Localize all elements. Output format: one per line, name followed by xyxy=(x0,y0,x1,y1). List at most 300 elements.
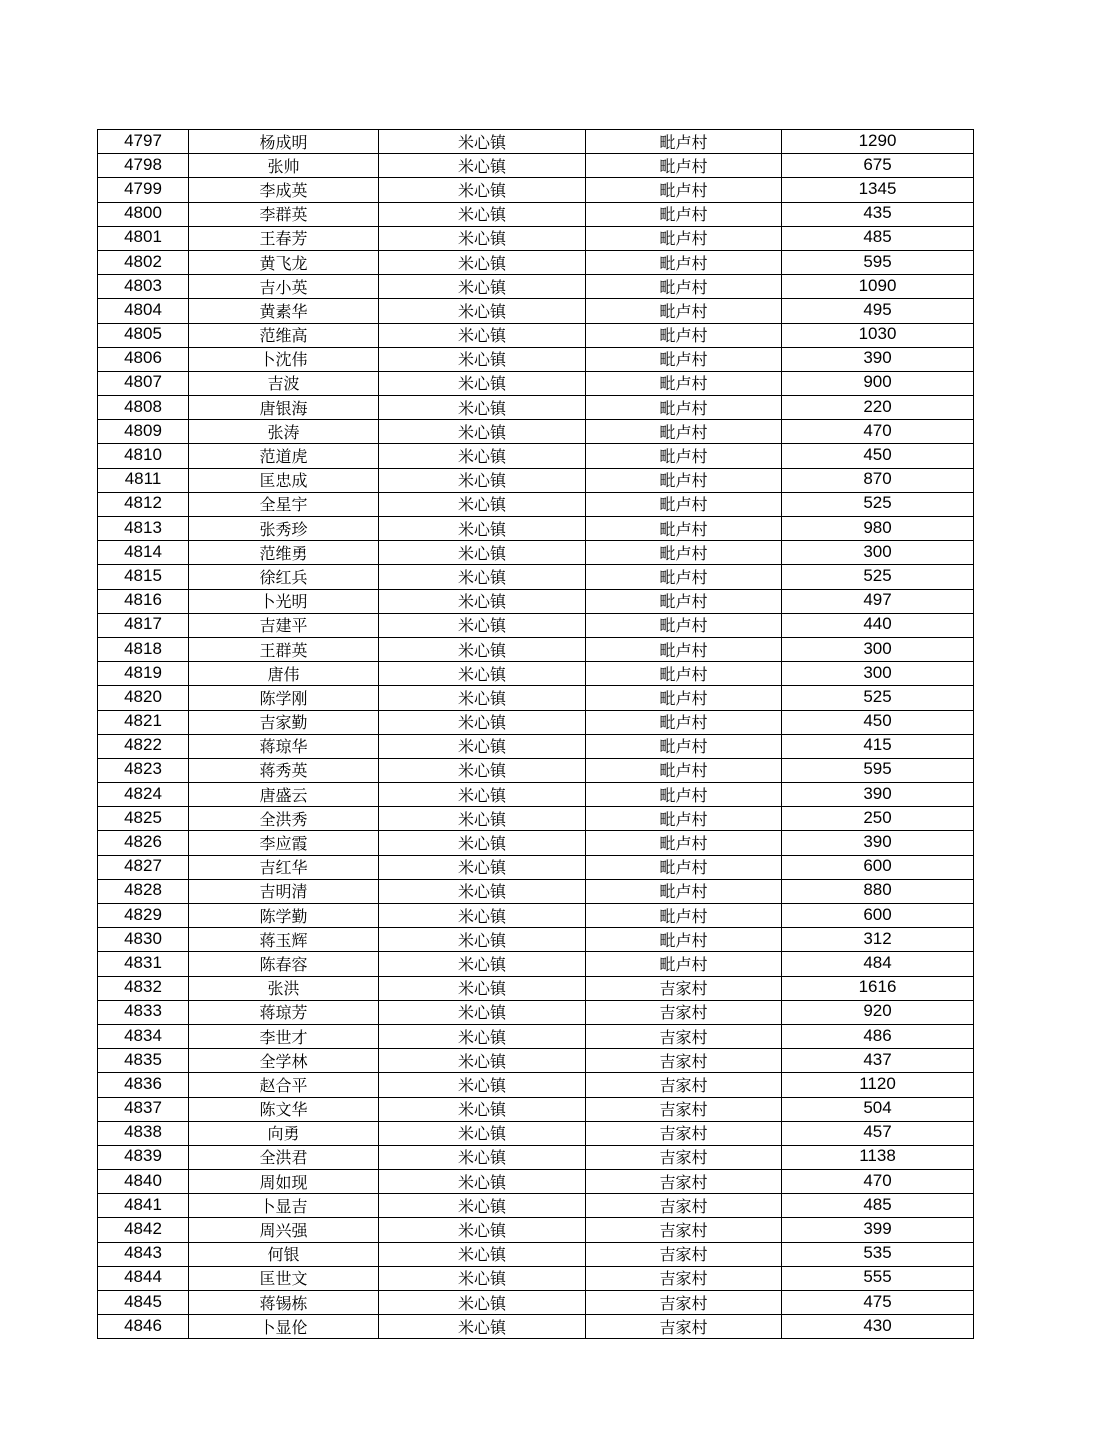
village-cell: 毗卢村 xyxy=(586,178,782,202)
row-number-cell: 4842 xyxy=(98,1218,189,1242)
town-cell: 米心镇 xyxy=(379,879,586,903)
name-cell: 全洪君 xyxy=(189,1145,379,1169)
row-number-cell: 4829 xyxy=(98,904,189,928)
table-row xyxy=(98,734,974,758)
town-cell: 米心镇 xyxy=(379,1024,586,1048)
row-number-cell: 4834 xyxy=(98,1024,189,1048)
town-cell: 米心镇 xyxy=(379,831,586,855)
village-cell: 毗卢村 xyxy=(586,420,782,444)
table-body xyxy=(98,130,974,1339)
town-cell: 米心镇 xyxy=(379,1266,586,1290)
table-row xyxy=(98,396,974,420)
row-number-cell: 4838 xyxy=(98,1121,189,1145)
amount-cell: 555 xyxy=(782,1266,974,1290)
village-cell: 吉家村 xyxy=(586,1145,782,1169)
name-cell: 陈文华 xyxy=(189,1097,379,1121)
name-cell: 张洪 xyxy=(189,976,379,1000)
village-cell: 毗卢村 xyxy=(586,468,782,492)
town-cell: 米心镇 xyxy=(379,1218,586,1242)
row-number-cell: 4820 xyxy=(98,686,189,710)
village-cell: 吉家村 xyxy=(586,1266,782,1290)
row-number-cell: 4827 xyxy=(98,855,189,879)
table-row xyxy=(98,831,974,855)
amount-cell: 250 xyxy=(782,807,974,831)
amount-cell: 595 xyxy=(782,758,974,782)
town-cell: 米心镇 xyxy=(379,686,586,710)
name-cell: 范道虎 xyxy=(189,444,379,468)
row-number-cell: 4801 xyxy=(98,226,189,250)
amount-cell: 980 xyxy=(782,517,974,541)
table-row xyxy=(98,1000,974,1024)
name-cell: 匡世文 xyxy=(189,1266,379,1290)
village-cell: 毗卢村 xyxy=(586,928,782,952)
row-number-cell: 4840 xyxy=(98,1170,189,1194)
town-cell: 米心镇 xyxy=(379,371,586,395)
row-number-cell: 4811 xyxy=(98,468,189,492)
row-number-cell: 4819 xyxy=(98,662,189,686)
table-row xyxy=(98,541,974,565)
amount-cell: 484 xyxy=(782,952,974,976)
amount-cell: 312 xyxy=(782,928,974,952)
row-number-cell: 4798 xyxy=(98,154,189,178)
town-cell: 米心镇 xyxy=(379,976,586,1000)
village-cell: 毗卢村 xyxy=(586,783,782,807)
name-cell: 唐伟 xyxy=(189,662,379,686)
row-number-cell: 4810 xyxy=(98,444,189,468)
town-cell: 米心镇 xyxy=(379,444,586,468)
village-cell: 毗卢村 xyxy=(586,130,782,154)
village-cell: 毗卢村 xyxy=(586,275,782,299)
town-cell: 米心镇 xyxy=(379,323,586,347)
name-cell: 唐银海 xyxy=(189,396,379,420)
village-cell: 毗卢村 xyxy=(586,662,782,686)
table-row xyxy=(98,710,974,734)
table-row xyxy=(98,1194,974,1218)
village-cell: 毗卢村 xyxy=(586,710,782,734)
table-row xyxy=(98,855,974,879)
amount-cell: 435 xyxy=(782,202,974,226)
village-cell: 毗卢村 xyxy=(586,734,782,758)
table-row xyxy=(98,275,974,299)
row-number-cell: 4821 xyxy=(98,710,189,734)
amount-cell: 1345 xyxy=(782,178,974,202)
amount-cell: 450 xyxy=(782,444,974,468)
amount-cell: 430 xyxy=(782,1315,974,1339)
table-row xyxy=(98,1266,974,1290)
town-cell: 米心镇 xyxy=(379,347,586,371)
row-number-cell: 4828 xyxy=(98,879,189,903)
table-row xyxy=(98,1097,974,1121)
amount-cell: 470 xyxy=(782,1170,974,1194)
table-row xyxy=(98,444,974,468)
amount-cell: 475 xyxy=(782,1291,974,1315)
town-cell: 米心镇 xyxy=(379,1145,586,1169)
village-cell: 吉家村 xyxy=(586,1073,782,1097)
table-row xyxy=(98,662,974,686)
town-cell: 米心镇 xyxy=(379,130,586,154)
amount-cell: 300 xyxy=(782,637,974,661)
village-cell: 吉家村 xyxy=(586,1170,782,1194)
row-number-cell: 4805 xyxy=(98,323,189,347)
name-cell: 李世才 xyxy=(189,1024,379,1048)
table-row xyxy=(98,928,974,952)
name-cell: 吉波 xyxy=(189,371,379,395)
town-cell: 米心镇 xyxy=(379,1049,586,1073)
village-cell: 毗卢村 xyxy=(586,637,782,661)
village-cell: 毗卢村 xyxy=(586,250,782,274)
name-cell: 张秀珍 xyxy=(189,517,379,541)
town-cell: 米心镇 xyxy=(379,1097,586,1121)
table-row xyxy=(98,879,974,903)
town-cell: 米心镇 xyxy=(379,1121,586,1145)
name-cell: 向勇 xyxy=(189,1121,379,1145)
amount-cell: 880 xyxy=(782,879,974,903)
town-cell: 米心镇 xyxy=(379,710,586,734)
town-cell: 米心镇 xyxy=(379,1291,586,1315)
name-cell: 吉小英 xyxy=(189,275,379,299)
name-cell: 吉红华 xyxy=(189,855,379,879)
name-cell: 陈学勤 xyxy=(189,904,379,928)
amount-cell: 390 xyxy=(782,783,974,807)
town-cell: 米心镇 xyxy=(379,226,586,250)
table-row xyxy=(98,371,974,395)
name-cell: 全学林 xyxy=(189,1049,379,1073)
name-cell: 李群英 xyxy=(189,202,379,226)
name-cell: 卜显伦 xyxy=(189,1315,379,1339)
town-cell: 米心镇 xyxy=(379,807,586,831)
amount-cell: 390 xyxy=(782,831,974,855)
table-row xyxy=(98,1170,974,1194)
village-cell: 毗卢村 xyxy=(586,517,782,541)
town-cell: 米心镇 xyxy=(379,178,586,202)
amount-cell: 485 xyxy=(782,1194,974,1218)
row-number-cell: 4823 xyxy=(98,758,189,782)
amount-cell: 415 xyxy=(782,734,974,758)
name-cell: 黄飞龙 xyxy=(189,250,379,274)
row-number-cell: 4837 xyxy=(98,1097,189,1121)
amount-cell: 497 xyxy=(782,589,974,613)
name-cell: 范维勇 xyxy=(189,541,379,565)
town-cell: 米心镇 xyxy=(379,1170,586,1194)
village-cell: 毗卢村 xyxy=(586,952,782,976)
town-cell: 米心镇 xyxy=(379,734,586,758)
row-number-cell: 4807 xyxy=(98,371,189,395)
village-cell: 毗卢村 xyxy=(586,444,782,468)
name-cell: 张帅 xyxy=(189,154,379,178)
village-cell: 毗卢村 xyxy=(586,565,782,589)
village-cell: 毗卢村 xyxy=(586,879,782,903)
name-cell: 李成英 xyxy=(189,178,379,202)
village-cell: 毗卢村 xyxy=(586,396,782,420)
row-number-cell: 4806 xyxy=(98,347,189,371)
amount-cell: 870 xyxy=(782,468,974,492)
amount-cell: 920 xyxy=(782,1000,974,1024)
table-row xyxy=(98,250,974,274)
table-row xyxy=(98,468,974,492)
amount-cell: 440 xyxy=(782,613,974,637)
amount-cell: 495 xyxy=(782,299,974,323)
village-cell: 吉家村 xyxy=(586,1049,782,1073)
name-cell: 李应霞 xyxy=(189,831,379,855)
table-row xyxy=(98,758,974,782)
table-row xyxy=(98,613,974,637)
amount-cell: 220 xyxy=(782,396,974,420)
name-cell: 吉家勤 xyxy=(189,710,379,734)
table-row xyxy=(98,1218,974,1242)
name-cell: 杨成明 xyxy=(189,130,379,154)
table-row xyxy=(98,952,974,976)
name-cell: 蒋锡栋 xyxy=(189,1291,379,1315)
town-cell: 米心镇 xyxy=(379,613,586,637)
row-number-cell: 4839 xyxy=(98,1145,189,1169)
row-number-cell: 4802 xyxy=(98,250,189,274)
village-cell: 吉家村 xyxy=(586,1315,782,1339)
data-table xyxy=(97,129,974,1339)
town-cell: 米心镇 xyxy=(379,662,586,686)
village-cell: 毗卢村 xyxy=(586,371,782,395)
table-row xyxy=(98,347,974,371)
name-cell: 王群英 xyxy=(189,637,379,661)
town-cell: 米心镇 xyxy=(379,275,586,299)
town-cell: 米心镇 xyxy=(379,202,586,226)
town-cell: 米心镇 xyxy=(379,154,586,178)
name-cell: 徐红兵 xyxy=(189,565,379,589)
amount-cell: 600 xyxy=(782,904,974,928)
row-number-cell: 4799 xyxy=(98,178,189,202)
row-number-cell: 4824 xyxy=(98,783,189,807)
row-number-cell: 4845 xyxy=(98,1291,189,1315)
village-cell: 吉家村 xyxy=(586,1194,782,1218)
table-row xyxy=(98,299,974,323)
row-number-cell: 4818 xyxy=(98,637,189,661)
amount-cell: 595 xyxy=(782,250,974,274)
table-row xyxy=(98,178,974,202)
row-number-cell: 4841 xyxy=(98,1194,189,1218)
amount-cell: 675 xyxy=(782,154,974,178)
row-number-cell: 4817 xyxy=(98,613,189,637)
village-cell: 吉家村 xyxy=(586,1291,782,1315)
table-row xyxy=(98,1073,974,1097)
town-cell: 米心镇 xyxy=(379,1194,586,1218)
name-cell: 吉明清 xyxy=(189,879,379,903)
village-cell: 毗卢村 xyxy=(586,226,782,250)
row-number-cell: 4835 xyxy=(98,1049,189,1073)
amount-cell: 485 xyxy=(782,226,974,250)
village-cell: 毗卢村 xyxy=(586,541,782,565)
table-row xyxy=(98,202,974,226)
town-cell: 米心镇 xyxy=(379,1073,586,1097)
town-cell: 米心镇 xyxy=(379,1315,586,1339)
name-cell: 全星宇 xyxy=(189,492,379,516)
town-cell: 米心镇 xyxy=(379,299,586,323)
row-number-cell: 4843 xyxy=(98,1242,189,1266)
village-cell: 吉家村 xyxy=(586,1000,782,1024)
row-number-cell: 4803 xyxy=(98,275,189,299)
town-cell: 米心镇 xyxy=(379,565,586,589)
village-cell: 毗卢村 xyxy=(586,347,782,371)
name-cell: 周兴强 xyxy=(189,1218,379,1242)
town-cell: 米心镇 xyxy=(379,396,586,420)
row-number-cell: 4800 xyxy=(98,202,189,226)
table-row xyxy=(98,226,974,250)
name-cell: 范维高 xyxy=(189,323,379,347)
amount-cell: 450 xyxy=(782,710,974,734)
village-cell: 毗卢村 xyxy=(586,492,782,516)
town-cell: 米心镇 xyxy=(379,758,586,782)
row-number-cell: 4825 xyxy=(98,807,189,831)
town-cell: 米心镇 xyxy=(379,541,586,565)
town-cell: 米心镇 xyxy=(379,855,586,879)
town-cell: 米心镇 xyxy=(379,517,586,541)
village-cell: 毗卢村 xyxy=(586,154,782,178)
row-number-cell: 4812 xyxy=(98,492,189,516)
row-number-cell: 4822 xyxy=(98,734,189,758)
amount-cell: 486 xyxy=(782,1024,974,1048)
name-cell: 何银 xyxy=(189,1242,379,1266)
village-cell: 毗卢村 xyxy=(586,855,782,879)
row-number-cell: 4846 xyxy=(98,1315,189,1339)
table-row xyxy=(98,517,974,541)
village-cell: 吉家村 xyxy=(586,1024,782,1048)
name-cell: 蒋琼华 xyxy=(189,734,379,758)
name-cell: 陈春容 xyxy=(189,952,379,976)
village-cell: 毗卢村 xyxy=(586,323,782,347)
table-row xyxy=(98,807,974,831)
village-cell: 毗卢村 xyxy=(586,831,782,855)
name-cell: 唐盛云 xyxy=(189,783,379,807)
table-row xyxy=(98,904,974,928)
amount-cell: 504 xyxy=(782,1097,974,1121)
table-row xyxy=(98,976,974,1000)
village-cell: 毗卢村 xyxy=(586,613,782,637)
name-cell: 赵合平 xyxy=(189,1073,379,1097)
row-number-cell: 4797 xyxy=(98,130,189,154)
name-cell: 蒋玉辉 xyxy=(189,928,379,952)
table-row xyxy=(98,323,974,347)
table-row xyxy=(98,565,974,589)
name-cell: 黄素华 xyxy=(189,299,379,323)
village-cell: 毗卢村 xyxy=(586,299,782,323)
table-row xyxy=(98,1291,974,1315)
amount-cell: 1030 xyxy=(782,323,974,347)
amount-cell: 300 xyxy=(782,541,974,565)
village-cell: 吉家村 xyxy=(586,1097,782,1121)
row-number-cell: 4826 xyxy=(98,831,189,855)
row-number-cell: 4813 xyxy=(98,517,189,541)
table-row xyxy=(98,1315,974,1339)
amount-cell: 525 xyxy=(782,565,974,589)
name-cell: 陈学刚 xyxy=(189,686,379,710)
name-cell: 匡忠成 xyxy=(189,468,379,492)
table-row xyxy=(98,686,974,710)
name-cell: 蒋秀英 xyxy=(189,758,379,782)
amount-cell: 535 xyxy=(782,1242,974,1266)
town-cell: 米心镇 xyxy=(379,783,586,807)
amount-cell: 1120 xyxy=(782,1073,974,1097)
table-row xyxy=(98,1242,974,1266)
village-cell: 毗卢村 xyxy=(586,202,782,226)
amount-cell: 390 xyxy=(782,347,974,371)
village-cell: 毗卢村 xyxy=(586,758,782,782)
amount-cell: 900 xyxy=(782,371,974,395)
name-cell: 周如现 xyxy=(189,1170,379,1194)
name-cell: 蒋琼芳 xyxy=(189,1000,379,1024)
town-cell: 米心镇 xyxy=(379,250,586,274)
row-number-cell: 4814 xyxy=(98,541,189,565)
row-number-cell: 4832 xyxy=(98,976,189,1000)
village-cell: 毗卢村 xyxy=(586,904,782,928)
name-cell: 卜光明 xyxy=(189,589,379,613)
row-number-cell: 4808 xyxy=(98,396,189,420)
amount-cell: 1138 xyxy=(782,1145,974,1169)
row-number-cell: 4833 xyxy=(98,1000,189,1024)
table-row xyxy=(98,1049,974,1073)
table-row xyxy=(98,783,974,807)
amount-cell: 300 xyxy=(782,662,974,686)
village-cell: 毗卢村 xyxy=(586,589,782,613)
village-cell: 吉家村 xyxy=(586,1121,782,1145)
table-row xyxy=(98,130,974,154)
name-cell: 卜显吉 xyxy=(189,1194,379,1218)
amount-cell: 600 xyxy=(782,855,974,879)
town-cell: 米心镇 xyxy=(379,637,586,661)
name-cell: 王春芳 xyxy=(189,226,379,250)
row-number-cell: 4809 xyxy=(98,420,189,444)
table-row xyxy=(98,492,974,516)
village-cell: 毗卢村 xyxy=(586,686,782,710)
table-row xyxy=(98,1024,974,1048)
table-row xyxy=(98,1121,974,1145)
amount-cell: 1290 xyxy=(782,130,974,154)
amount-cell: 1616 xyxy=(782,976,974,1000)
town-cell: 米心镇 xyxy=(379,1242,586,1266)
name-cell: 张涛 xyxy=(189,420,379,444)
village-cell: 吉家村 xyxy=(586,976,782,1000)
amount-cell: 437 xyxy=(782,1049,974,1073)
town-cell: 米心镇 xyxy=(379,904,586,928)
row-number-cell: 4836 xyxy=(98,1073,189,1097)
table-row xyxy=(98,420,974,444)
row-number-cell: 4844 xyxy=(98,1266,189,1290)
town-cell: 米心镇 xyxy=(379,952,586,976)
table-row xyxy=(98,589,974,613)
table-row xyxy=(98,1145,974,1169)
amount-cell: 470 xyxy=(782,420,974,444)
town-cell: 米心镇 xyxy=(379,468,586,492)
amount-cell: 525 xyxy=(782,492,974,516)
row-number-cell: 4830 xyxy=(98,928,189,952)
amount-cell: 399 xyxy=(782,1218,974,1242)
village-cell: 吉家村 xyxy=(586,1218,782,1242)
village-cell: 吉家村 xyxy=(586,1242,782,1266)
table-row xyxy=(98,154,974,178)
name-cell: 全洪秀 xyxy=(189,807,379,831)
town-cell: 米心镇 xyxy=(379,492,586,516)
amount-cell: 457 xyxy=(782,1121,974,1145)
village-cell: 毗卢村 xyxy=(586,807,782,831)
row-number-cell: 4816 xyxy=(98,589,189,613)
town-cell: 米心镇 xyxy=(379,420,586,444)
town-cell: 米心镇 xyxy=(379,928,586,952)
name-cell: 卜沈伟 xyxy=(189,347,379,371)
row-number-cell: 4815 xyxy=(98,565,189,589)
amount-cell: 1090 xyxy=(782,275,974,299)
town-cell: 米心镇 xyxy=(379,1000,586,1024)
row-number-cell: 4831 xyxy=(98,952,189,976)
row-number-cell: 4804 xyxy=(98,299,189,323)
town-cell: 米心镇 xyxy=(379,589,586,613)
table-row xyxy=(98,637,974,661)
